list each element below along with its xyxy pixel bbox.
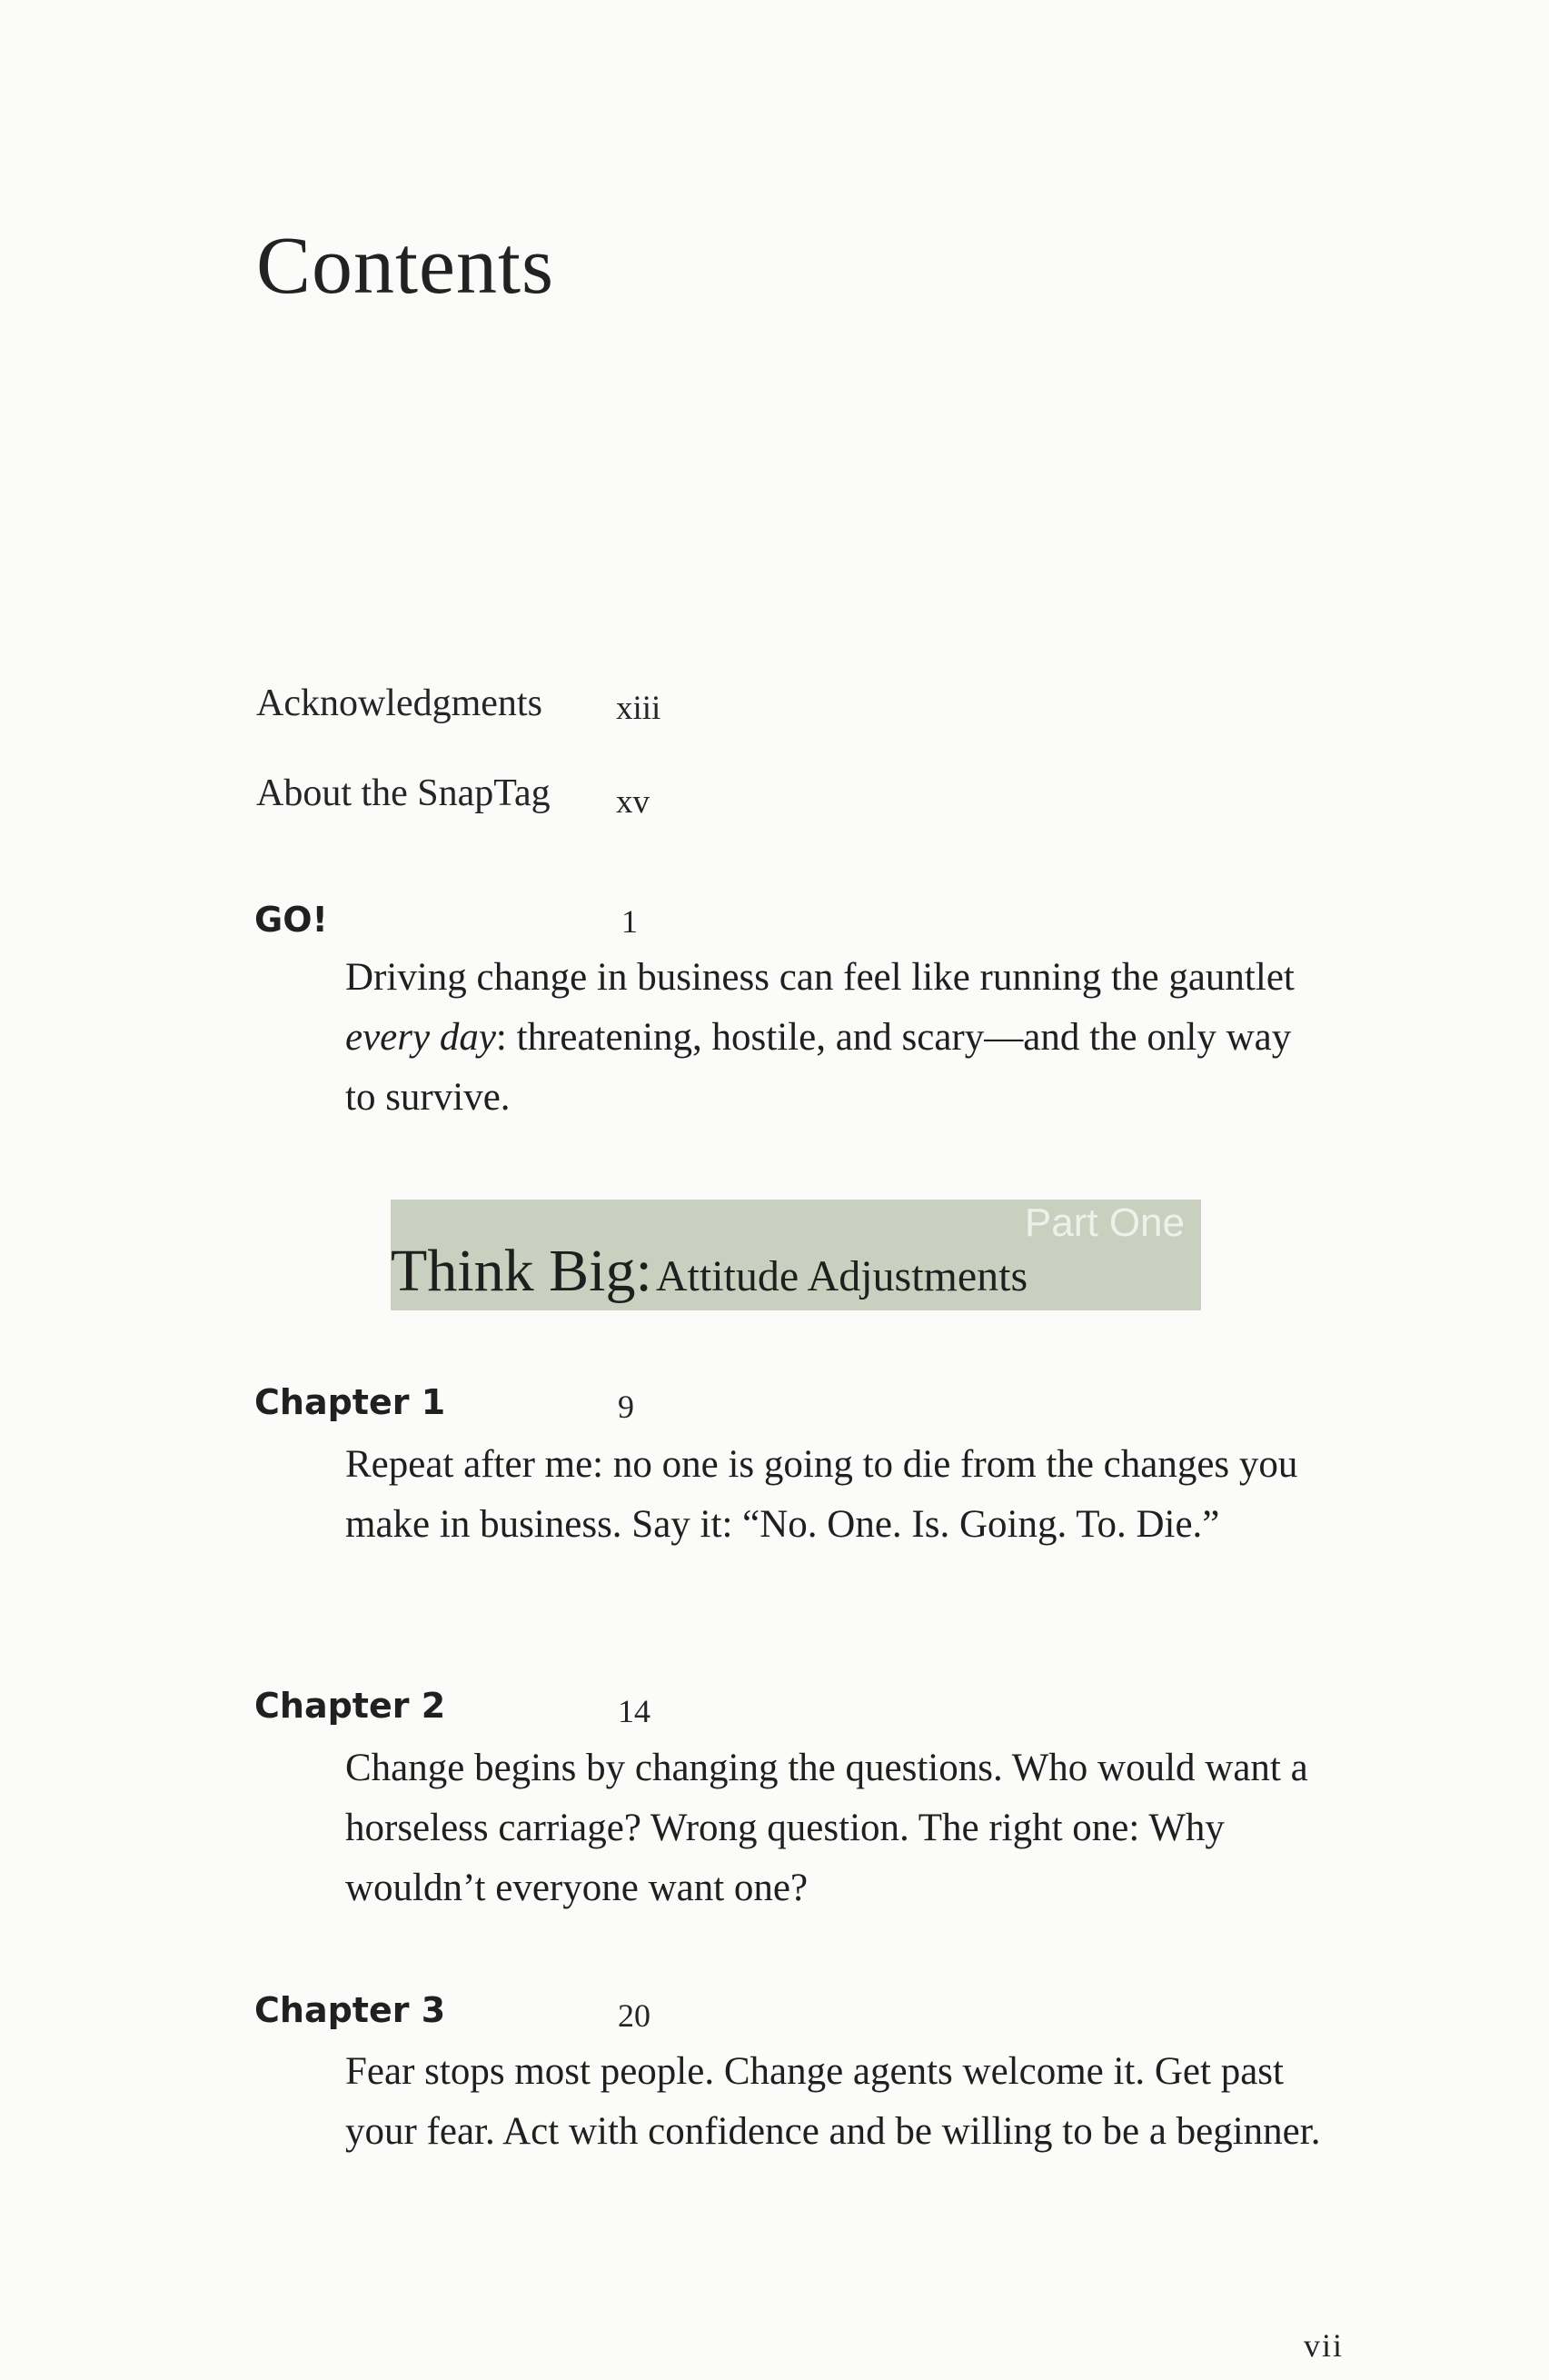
go-description-text-2: : threatening, hostile, and scary—and the only way to survive. — [345, 1016, 1292, 1119]
part-tag: Part One — [1024, 1200, 1185, 1245]
toc-entry-go[interactable]: GO! — [254, 900, 328, 940]
page-number: vii — [1304, 2327, 1345, 2364]
part-title-sub: Attitude Adjustments — [655, 1252, 1028, 1300]
toc-entry-chapter-2-description: Change begins by changing the questions. Who would want a horseless carriage? Wrong question. The right one: Why wouldn’t everyone want one? — [345, 1747, 1308, 1909]
toc-entry-chapter-3[interactable]: Chapter 3 — [254, 1990, 446, 2030]
toc-entry-about-snaptag-page: xv — [616, 783, 650, 821]
toc-entry-chapter-3-description: Fear stops most people. Change agents welcome it. Get past your fear. Act with confidence and be willing to be a beginner. — [345, 2050, 1321, 2153]
toc-entry-chapter-2[interactable]: Chapter 2 — [254, 1686, 446, 1726]
go-description-emphasis: every day — [345, 1016, 496, 1059]
toc-entry-chapter-1[interactable]: Chapter 1 — [254, 1382, 446, 1422]
toc-entry-about-snaptag[interactable]: About the SnapTag — [256, 772, 551, 814]
part-one-banner — [391, 1200, 1201, 1310]
toc-entry-go-description — [345, 948, 1326, 1128]
toc-entry-acknowledgments-page: xiii — [616, 690, 661, 727]
toc-entry-chapter-2-page: 14 — [618, 1693, 650, 1729]
go-description-text-1: Driving change in business can feel like running the gauntlet — [345, 956, 1295, 999]
part-title-main: Think Big: — [391, 1238, 652, 1304]
part-title[interactable] — [391, 1238, 1028, 1304]
page-title: Contents — [256, 221, 555, 311]
toc-entry-chapter-1-description: Repeat after me: no one is going to die from the changes you make in business. Say it: “No. One. Is. Going. To. Die.” — [345, 1443, 1298, 1546]
toc-entry-chapter-3-page: 20 — [618, 1997, 650, 2034]
toc-entry-acknowledgments[interactable]: Acknowledgments — [256, 682, 542, 724]
toc-entry-chapter-1-page: 9 — [618, 1389, 634, 1425]
toc-entry-go-page: 1 — [621, 903, 638, 940]
